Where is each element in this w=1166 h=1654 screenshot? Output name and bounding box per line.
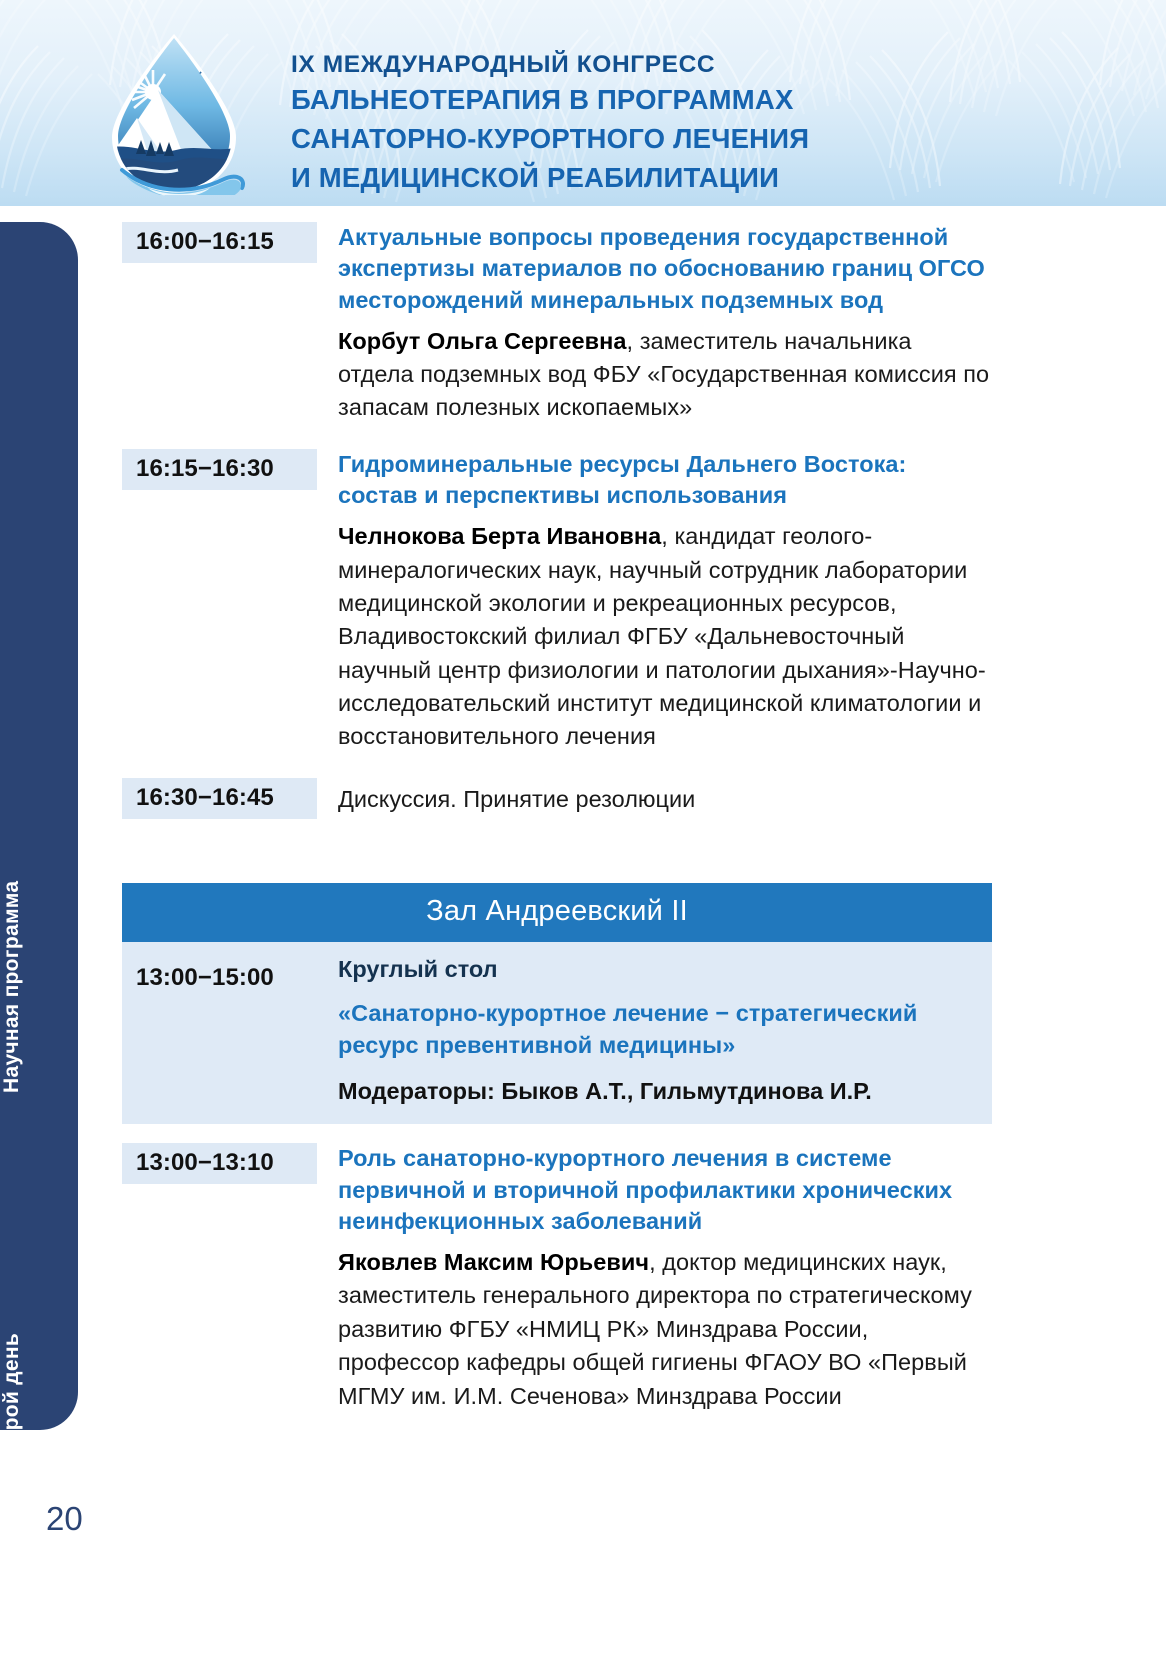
water-drop-mountain-logo: [96, 30, 256, 195]
session-speaker: [338, 520, 992, 754]
session-time: 16:15−16:30: [122, 449, 317, 490]
session-time: 16:00−16:15: [122, 222, 317, 263]
hall-header: Зал Андреевский II: [122, 883, 992, 942]
session-row: [122, 1143, 992, 1413]
session-title: Дискуссия. Принятие резолюции: [338, 785, 696, 812]
session-row: [122, 222, 992, 425]
round-table-time: 13:00−15:00: [136, 963, 274, 991]
session-body: [317, 449, 992, 754]
session-title: Актуальные вопросы проведения государственной экспертизы материалов по обоснованию границ ОГСО месторождений минеральных подземных вод: [338, 224, 985, 313]
session-body: [317, 222, 992, 425]
session-title: Гидроминеральные ресурсы Дальнего Востока: состав и перспективы использования: [338, 450, 907, 509]
session-body: [317, 778, 992, 816]
round-table-panel: [122, 942, 992, 1125]
round-table-body: [317, 954, 992, 1107]
session-row: [122, 449, 992, 754]
speaker-name: Челнокова Берта Ивановна: [338, 523, 662, 550]
page-number: 20: [46, 1500, 83, 1537]
speaker-name: Яковлев Максим Юрьевич: [338, 1249, 650, 1276]
session-title: Роль санаторно-курортного лечения в системе первичной и вторичной профилактики хронических неинфекционных заболеваний: [338, 1145, 953, 1234]
program-content: [122, 222, 992, 1413]
page-header: [0, 0, 1166, 206]
speaker-name: Корбут Ольга Сергеевна: [338, 327, 627, 354]
session-time: 16:30−16:45: [122, 778, 317, 819]
session-body: [317, 1143, 992, 1413]
session-speaker: [338, 1246, 992, 1413]
round-table-label: Круглый стол: [338, 955, 498, 982]
round-table-moderators: Модераторы: Быков А.Т., Гильмутдинова И.Р.: [338, 1077, 872, 1104]
session-time: 13:00−13:10: [122, 1143, 317, 1184]
session-speaker: [338, 325, 992, 425]
speaker-details: , заместитель начальника отдела подземных вод ФБУ «Государственная комиссия по запасам полезных ископаемых»: [338, 327, 990, 421]
speaker-details: , доктор медицинских наук, заместитель генерального директора по стратегическому развитию ФГБУ «НМИЦ РК» Минздрава России, профессор кафедры общей гигиены ФГАОУ ВО «Первый МГМУ им. И.М. Сеченова» Минздрава России: [338, 1249, 972, 1409]
congress-title-line-3: И МЕДИЦИНСКОЙ РЕАБИЛИТАЦИИ: [291, 161, 780, 193]
header-text-block: [291, 51, 809, 196]
sidebar-label-program: Научная программа: [0, 880, 23, 1094]
session-row: [122, 778, 992, 819]
side-tab: [0, 222, 78, 1572]
speaker-details: , кандидат геолого-минералогических наук, научный сотрудник лаборатории медицинской экологии и рекреационных ресурсов, Владивостокский филиал ФГБУ «Дальневосточный научный центр физиологии и патологии дыхания»-Научно-исследовательский институт медицинской климатологии и восстановительного лечения: [338, 523, 986, 750]
congress-kicker: IX МЕЖДУНАРОДНЫЙ КОНГРЕСС: [291, 51, 716, 78]
congress-title-line-1: БАЛЬНЕОТЕРАПИЯ В ПРОГРАММАХ: [291, 84, 794, 116]
round-table-title: «Санаторно-курортное лечение − стратегический ресурс превентивной медицины»: [338, 1000, 918, 1059]
congress-title-line-2: САНАТОРНО-КУРОРТНОГО ЛЕЧЕНИЯ: [291, 123, 810, 155]
sidebar-label-date: 20 марта, второй день: [0, 1332, 23, 1572]
